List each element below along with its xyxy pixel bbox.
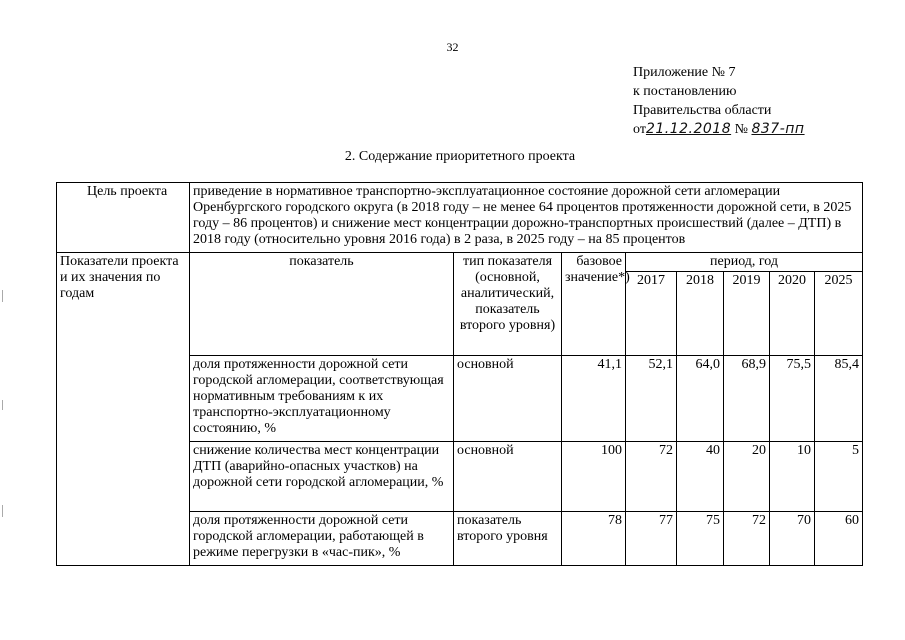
indicator-type: основной — [454, 356, 562, 442]
year-value: 5 — [815, 442, 863, 512]
appendix-title: Приложение № 7 — [633, 65, 736, 80]
indicator-name: доля протяженности дорожной сети городской агломерации, соответствующая нормативным требованиям к их транспортно-эксплуатационному состоянию, % — [190, 356, 454, 442]
year-header: 2020 — [770, 272, 815, 356]
period-header: период, год — [626, 253, 863, 272]
base-value: 100 — [562, 442, 626, 512]
date-prefix: от — [633, 122, 646, 137]
year-value: 70 — [770, 512, 815, 566]
number-prefix: № — [734, 122, 748, 137]
year-value: 20 — [724, 442, 770, 512]
year-header: 2025 — [815, 272, 863, 356]
goal-label: Цель проекта — [57, 183, 190, 253]
indicator-type: основной — [454, 442, 562, 512]
appendix-line-2: к постановлению — [633, 84, 737, 99]
type-column-header: тип показателя (основной, аналитический, показатель второго уровня) — [454, 253, 562, 356]
indicator-type: показатель второго уровня — [454, 512, 562, 566]
year-value: 75 — [677, 512, 724, 566]
scan-margin-mark — [2, 290, 3, 302]
section-title: 2. Содержание приоритетного проекта — [344, 149, 576, 164]
year-value: 77 — [626, 512, 677, 566]
year-value: 85,4 — [815, 356, 863, 442]
handwritten-date: 21.12.2018 — [645, 121, 732, 137]
indicator-header-row-1 — [57, 253, 863, 272]
appendix-date-line — [633, 120, 805, 139]
year-header: 2017 — [626, 272, 677, 356]
indicator-name: снижение количества мест концентрации ДТП (аварийно-опасных участков) на дорожной сети городской агломерации, % — [190, 442, 454, 512]
scan-margin-mark — [2, 400, 3, 410]
year-value: 40 — [677, 442, 724, 512]
page-number: 32 — [446, 40, 459, 54]
year-value: 10 — [770, 442, 815, 512]
handwritten-number: 837-пп — [751, 121, 805, 137]
indicator-column-header: показатель — [190, 253, 454, 356]
year-header: 2019 — [724, 272, 770, 356]
year-value: 60 — [815, 512, 863, 566]
base-value: 41,1 — [562, 356, 626, 442]
indicator-name: доля протяженности дорожной сети городской агломерации, работающей в режиме перегрузки в «час-пик», % — [190, 512, 454, 566]
goal-row — [57, 183, 863, 253]
appendix-block — [633, 63, 805, 139]
base-value: 78 — [562, 512, 626, 566]
year-value: 75,5 — [770, 356, 815, 442]
year-value: 72 — [626, 442, 677, 512]
scan-margin-mark — [2, 505, 3, 517]
year-header: 2018 — [677, 272, 724, 356]
year-value: 64,0 — [677, 356, 724, 442]
year-value: 68,9 — [724, 356, 770, 442]
year-value: 72 — [724, 512, 770, 566]
indicators-label: Показатели проекта и их значения по годам — [57, 253, 190, 566]
appendix-line-3: Правительства области — [633, 103, 772, 118]
base-value-header: базовое значение*) — [562, 253, 626, 356]
project-table — [56, 182, 863, 566]
year-value: 52,1 — [626, 356, 677, 442]
goal-text: приведение в нормативное транспортно-эксплуатационное состояние дорожной сети агломерации Оренбургского городского округа (в 2018 году – не менее 64 процентов протяженности дорожной сети, в 2025 году – 86 процентов) и снижение мест концентрации дорожно-транспортных происшествий (далее – ДТП) в 2018 году (относительно уровня 2016 года) в 2 раза, в 2025 году – на 85 процентов — [190, 183, 863, 253]
